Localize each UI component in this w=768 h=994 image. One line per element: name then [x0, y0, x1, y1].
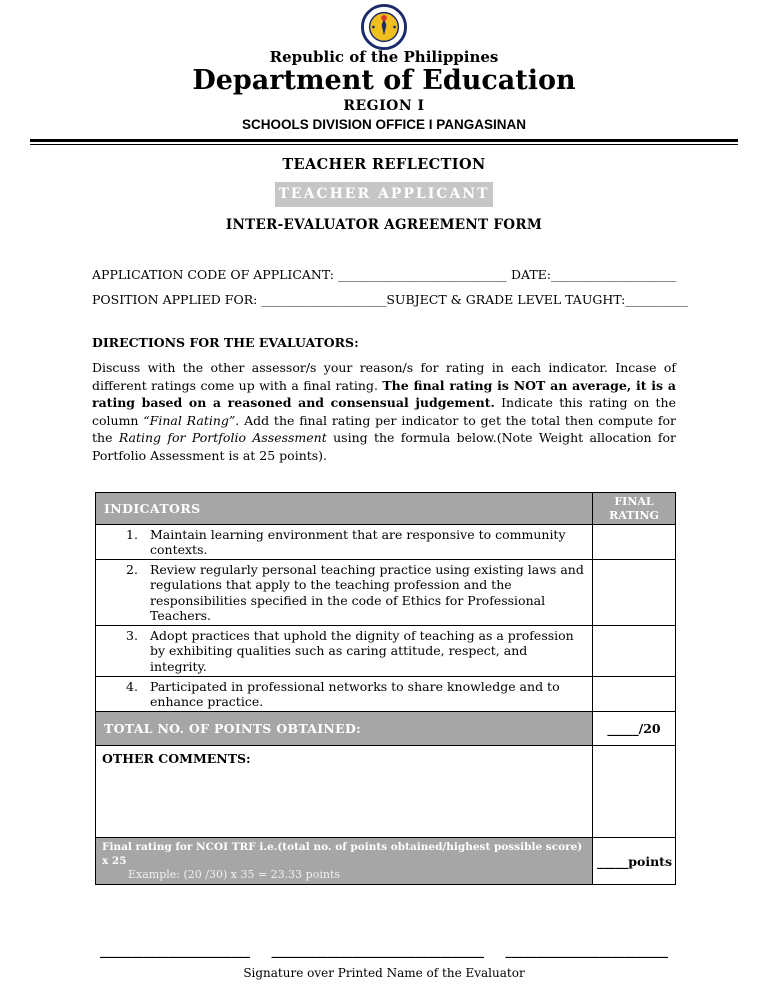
directions-italic-1: “Final Rating”	[143, 412, 236, 428]
date-blank: ____________________	[551, 267, 676, 283]
directions-bold: The final rating is NOT an average, it is a rating based on a reasoned and consensual judgement.	[92, 377, 676, 411]
final-rating-formula-cell	[96, 838, 593, 885]
other-comments-row	[96, 746, 676, 838]
directions-text-2: Indicate this rating on the column	[92, 395, 677, 428]
table-row	[96, 560, 676, 626]
directions-text-1: Discuss with the other assessor/s your reason/s for rating in each indicator. Incase of different ratings come up with a final rating.	[92, 360, 676, 393]
total-points-label: TOTAL NO. OF POINTS OBTAINED:	[96, 712, 593, 746]
application-code-field	[92, 267, 507, 282]
directions-heading: DIRECTIONS FOR THE EVALUATORS:	[92, 335, 359, 351]
date-field	[511, 267, 676, 282]
indicator-text: Maintain learning environment that are responsive to community contexts.	[150, 526, 566, 557]
rating-cell-3	[593, 626, 676, 677]
directions-section	[92, 335, 676, 464]
table-row	[96, 626, 676, 677]
republic-line: Republic of the Philippines	[269, 48, 499, 66]
indicator-cell-1	[96, 524, 593, 560]
total-points-value: _____/20	[593, 712, 676, 746]
form-title: INTER-EVALUATOR AGREEMENT FORM	[225, 217, 543, 234]
indicator-text: Review regularly personal teaching practice using existing laws and regulations that apply to the teaching profession and the responsibilities specified in the code of Ethics for Professional Teachers.	[150, 562, 584, 623]
subject-field	[386, 292, 688, 307]
final-rating-header: FINAL RATING	[593, 493, 676, 524]
table-row	[96, 676, 676, 712]
field-row-1	[92, 267, 676, 282]
signature-line-3: __________________________	[505, 943, 668, 959]
total-points-row	[96, 712, 676, 746]
header-rule	[30, 139, 738, 145]
final-rating-formula: Final rating for NCOI TRF i.e.(total no. of points obtained/highest possible score) x 25	[102, 841, 583, 867]
application-code-label: APPLICATION CODE OF APPLICANT:	[92, 267, 334, 283]
final-rating-row	[96, 838, 676, 885]
position-blank: ____________________	[261, 292, 387, 308]
final-rating-example: Example: (20 /30) x 35 = 23.33 points	[128, 867, 340, 881]
directions-italic-2: Rating for Portfolio Assessment	[118, 430, 327, 446]
teacher-applicant-badge: TEACHER APPLICANT	[275, 182, 493, 207]
indicator-cell-2	[96, 560, 593, 626]
rating-cell-1	[593, 524, 676, 560]
table-header-row	[96, 493, 676, 524]
department-name: Department of Education	[192, 65, 576, 96]
date-label: DATE:	[510, 267, 551, 283]
table-row	[96, 524, 676, 560]
division-line: SCHOOLS DIVISION OFFICE I PANGASINAN	[241, 117, 527, 133]
region-line: REGION I	[343, 98, 425, 115]
final-rating-value: _____points	[593, 838, 676, 885]
indicator-number: 1.	[126, 526, 138, 542]
rating-cell-2	[593, 560, 676, 626]
other-comments-rating-cell	[593, 746, 676, 838]
letterhead	[0, 0, 768, 145]
indicator-number: 2.	[126, 562, 138, 578]
indicator-cell-3	[96, 626, 593, 677]
indicator-number: 3.	[126, 628, 138, 644]
indicator-text: Participated in professional networks to share knowledge and to enhance practice.	[150, 678, 560, 710]
signature-line-1: ________________________	[100, 943, 250, 959]
application-code-blank: ___________________________	[337, 267, 507, 283]
position-field	[92, 292, 386, 307]
position-label: POSITION APPLIED FOR:	[92, 292, 258, 308]
subject-blank: __________	[625, 292, 688, 308]
evaluation-table	[95, 492, 676, 885]
form-fields	[92, 267, 688, 308]
directions-paragraph	[92, 359, 676, 464]
subject-label: SUBJECT & GRADE LEVEL TAUGHT:	[386, 292, 626, 308]
signature-caption: Signature over Printed Name of the Evaluator	[243, 966, 525, 981]
indicator-text: Adopt practices that uphold the dignity of teaching as a profession by exhibiting qualities such as caring attitude, respect, and integrity.	[150, 628, 574, 674]
doc-title: TEACHER REFLECTION	[282, 156, 486, 174]
directions-text-3: . Add the final rating per indicator to get the total then compute for the	[92, 412, 677, 446]
indicator-number: 4.	[126, 678, 138, 694]
signature-lines	[100, 943, 668, 958]
indicators-header: INDICATORS	[96, 493, 593, 524]
directions-text-4: using the formula below.(Note Weight allocation for Portfolio Assessment is at 25 points).	[92, 430, 676, 463]
signature-line-2: __________________________________	[271, 943, 484, 959]
indicator-cell-4	[96, 676, 593, 712]
rating-cell-4	[593, 676, 676, 712]
field-row-2	[92, 292, 688, 308]
deped-seal-logo	[361, 4, 407, 50]
other-comments-label: OTHER COMMENTS:	[96, 746, 593, 838]
